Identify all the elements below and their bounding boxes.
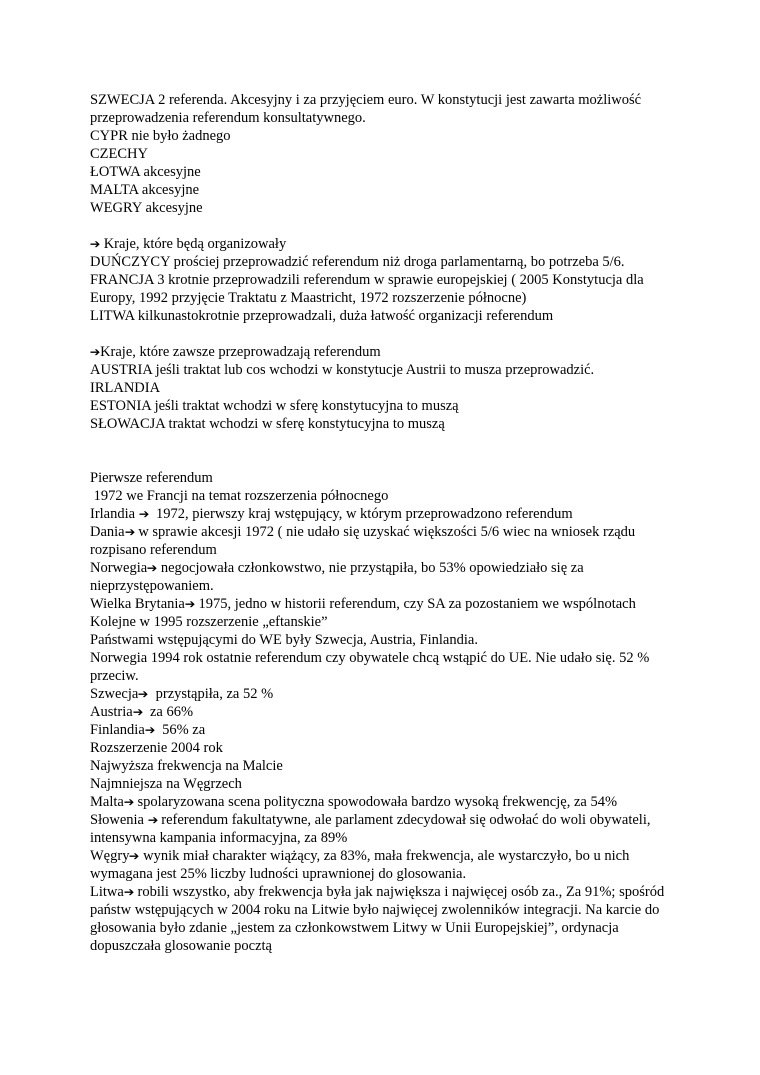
paragraph [90,847,680,883]
country-label: Malta [90,794,124,810]
arrow-right-icon: ➔ [147,813,158,827]
paragraph [90,505,680,523]
arrow-right-icon: ➔ [184,597,196,611]
country-label: Litwa [90,884,124,900]
paragraph [90,883,680,955]
paragraph-text: spolaryzowana scena polityczna spowodowała bardzo wysoką frekwencję, za 54% [133,794,618,810]
arrow-right-icon: ➔ [138,507,150,521]
paragraph: CZECHY [90,146,148,162]
paragraph: Najmniejsza na Węgrzech [90,776,242,792]
paragraph: AUSTRIA jeśli traktat lub cos wchodzi w konstytucje Austrii to musza przeprowadzić. [90,362,595,378]
section-will-organize [90,235,680,325]
paragraph: LITWA kilkunastokrotnie przeprowadzali, duża łatwość organizacji referendum [90,308,554,324]
arrow-right-icon: ➔ [138,687,149,701]
paragraph: SZWECJA 2 referenda. Akcesyjny i za przyjęciem euro. W konstytucji jest zawarta możliwość przeprowadzenia referendum konsultatywnego. [90,92,645,126]
paragraph: DUŃCZYCY prościej przeprowadzić referendum niż droga parlamentarną, bo potrzeba 5/6. [90,254,625,270]
paragraph: ŁOTWA akcesyjne [90,164,201,180]
arrow-right-icon: ➔ [123,795,135,809]
paragraph [90,721,680,739]
paragraph: WEGRY akcesyjne [90,200,203,216]
paragraph: Rozszerzenie 2004 rok [90,740,223,756]
country-label: Austria [90,704,133,720]
section-always-hold [90,343,680,433]
paragraph: ESTONIA jeśli traktat wchodzi w sferę konstytucyjna to muszą [90,398,459,414]
paragraph [90,811,680,847]
arrow-right-icon: ➔ [146,561,158,575]
country-label: Irlandia [90,506,139,522]
paragraph [90,523,680,559]
country-label: Węgry [90,848,130,864]
arrow-right-icon: ➔ [89,237,101,251]
paragraph [90,559,680,595]
paragraph-text: w sprawie akcesji 1972 ( nie udało się uzyskać większości 5/6 wiec na wniosek rządu rozpisano referendum [90,524,639,558]
arrow-right-icon: ➔ [124,525,135,539]
paragraph [90,793,680,811]
section-referendums-held [90,91,680,217]
paragraph: SŁOWACJA traktat wchodzi w sferę konstytucyjna to muszą [90,416,445,432]
country-label: Słowenia [90,812,148,828]
paragraph: FRANCJA 3 krotnie przeprowadzili referendum w sprawie europejskiej ( 2005 Konstytucja dla Europy, 1992 przyjęcie Traktatu z Maastricht, 1972 rozszerzenie północne) [90,272,648,306]
paragraph-text: przystąpiła, za 52 % [148,686,274,702]
paragraph-text: 1972, pierwszy kraj wstępujący, w którym przeprowadzono referendum [148,506,573,522]
paragraph: IRLANDIA [90,380,161,396]
paragraph-text: referendum fakultatywne, ale parlament zdecydował się odwołać do woli obywateli, intensywna kampania informacyjna, za 89% [90,812,655,846]
arrow-right-icon: ➔ [89,345,101,359]
country-label: Norwegia [90,560,148,576]
paragraph-text: 56% za [154,722,206,738]
paragraph-text: negocjowała członkowstwo, nie przystąpiła, bo 53% opowiedziało się za nieprzystępowaniem. [90,560,588,594]
paragraph: CYPR nie było żadnego [90,128,231,144]
country-label: Finlandia [90,722,145,738]
paragraph-text: za 66% [142,704,194,720]
country-label: Szwecja [90,686,139,702]
arrow-right-icon: ➔ [144,723,156,737]
paragraph: Państwami wstępującymi do WE były Szwecja, Austria, Finlandia. [90,632,478,648]
blank-lines [90,433,680,469]
paragraph-text: wynik miał charakter wiążący, za 83%, mała frekwencja, ale wystarczyło, bo u nich wymagana jest 25% liczby ludności uprawnionej do glosowania. [90,848,633,882]
country-label: Dania [90,524,125,540]
paragraph: MALTA akcesyjne [90,182,200,198]
heading-text: Kraje, które zawsze przeprowadzają referendum [100,344,381,360]
paragraph [90,595,680,613]
paragraph: Najwyższa frekwencja na Malcie [90,758,283,774]
blank-line [90,217,680,235]
arrow-right-icon: ➔ [123,885,135,899]
section-heading [90,235,680,253]
paragraph-text: robili wszystko, aby frekwencja była jak największa i najwięcej osób za., Za 91%; spośród państw wstępujących w 2004 roku na Litwie było najwięcej zwolenników integracji. Na karcie do głosowania było zdanie „jestem za członkowstwem Litwy w Unii Europejskiej”, ordynacja dopuszczała glosowanie pocztą [90,884,668,954]
section-first-referendum [90,469,680,955]
paragraph: 1972 we Francji na temat rozszerzenia północnego [90,488,389,504]
arrow-right-icon: ➔ [129,849,140,863]
document-page [90,91,680,955]
country-label: Wielka Brytania [90,596,185,612]
paragraph: Kolejne w 1995 rozszerzenie „eftanskie” [90,614,328,630]
blank-line [90,325,680,343]
paragraph [90,685,680,703]
paragraph-text: 1975, jedno w historii referendum, czy SA za pozostaniem we wspólnotach [194,596,636,612]
heading-text: Kraje, które będą organizowały [100,236,287,252]
paragraph: Pierwsze referendum [90,470,213,486]
paragraph [90,703,680,721]
paragraph: Norwegia 1994 rok ostatnie referendum czy obywatele chcą wstąpić do UE. Nie udało się. 52 % przeciw. [90,650,653,684]
section-heading [90,343,680,361]
arrow-right-icon: ➔ [132,705,144,719]
